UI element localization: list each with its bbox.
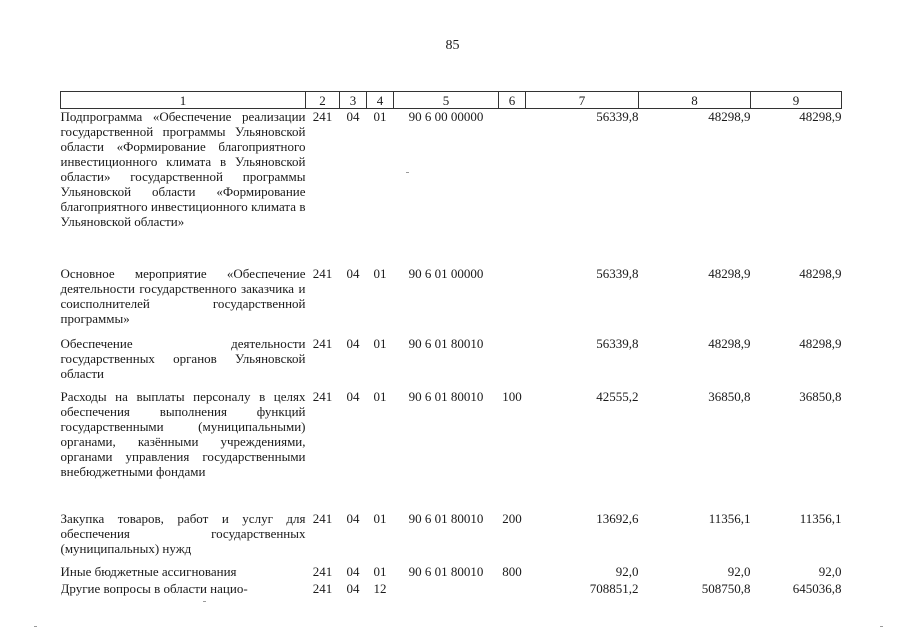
cell-col-5: 90 6 01 80010 [408, 335, 484, 351]
table-row [61, 266, 842, 336]
table-row [61, 581, 842, 598]
row-name: Основное мероприятие «Обеспечение деятельности государственного заказчика и соисполнителей государственной программы» [60, 265, 306, 326]
cell-col-2: 241 [312, 563, 333, 579]
column-header-9: 9 [751, 92, 842, 109]
cell-col-4: 01 [373, 335, 387, 351]
cell-col-3: 04 [346, 109, 360, 124]
cell-col-9: 48298,9 [799, 265, 842, 281]
cell-col-8: 92,0 [727, 563, 751, 579]
cell-col-7: 92,0 [615, 563, 639, 579]
cell-col-6: 800 [502, 563, 522, 579]
cell-col-5: 90 6 01 80010 [408, 388, 484, 404]
cell-col-2: 241 [312, 388, 333, 404]
cell-col-4: 01 [373, 563, 387, 579]
column-header-8: 8 [639, 92, 751, 109]
column-header-1: 1 [61, 92, 306, 109]
row-name: Расходы на выплаты персоналу в целях обеспечения выполнения функций государственными (муниципальными) органами, казёнными учреждениями, органами управления государственными внебюджетными фондами [60, 388, 306, 479]
cell-col-5: 90 6 01 80010 [408, 510, 484, 526]
cell-col-7: 13692,6 [596, 510, 639, 526]
table-row [61, 109, 842, 266]
cell-col-8: 48298,9 [708, 265, 751, 281]
cell-col-3: 04 [346, 265, 360, 281]
header-row [61, 92, 842, 109]
table-row [61, 511, 842, 564]
row-name: Иные бюджетные ассигнования [60, 563, 237, 579]
cell-col-4: 01 [373, 388, 387, 404]
cell-col-4: 01 [373, 109, 387, 124]
scan-speck [406, 172, 409, 173]
scan-speck [203, 601, 206, 602]
cell-col-5 [394, 581, 499, 598]
cell-col-3: 04 [346, 510, 360, 526]
cell-col-7: 56339,8 [596, 265, 639, 281]
row-name: Подпрограмма «Обеспечение реализации государственной программы Ульяновской области «Формирование благоприятного инвестиционного климата в Ульяновской области» государственной программы Ульяновской области «Формирование благоприятного инвестиционного климата в Ульяновской области» [60, 109, 306, 229]
cell-col-6 [499, 266, 526, 336]
cell-col-3: 04 [346, 580, 360, 596]
cell-col-6 [499, 109, 526, 266]
column-header-2: 2 [306, 92, 340, 109]
cell-col-7: 708851,2 [589, 580, 639, 596]
cell-col-4: 01 [373, 510, 387, 526]
cell-col-8: 11356,1 [708, 510, 751, 526]
cell-col-2: 241 [312, 510, 333, 526]
cell-col-6: 100 [502, 388, 522, 404]
budget-table [60, 91, 842, 598]
page-number: 85 [445, 38, 460, 53]
cell-col-4: 12 [373, 580, 387, 596]
column-header-3: 3 [340, 92, 367, 109]
cell-col-9: 36850,8 [799, 388, 842, 404]
table-row [61, 389, 842, 511]
table-row [61, 336, 842, 389]
cell-col-9: 48298,9 [799, 109, 842, 124]
cell-col-2: 241 [312, 335, 333, 351]
column-header-5: 5 [394, 92, 499, 109]
cell-col-8: 36850,8 [708, 388, 751, 404]
cell-col-6: 200 [502, 510, 522, 526]
cell-col-7: 56339,8 [596, 335, 639, 351]
cell-col-9: 48298,9 [799, 335, 842, 351]
cell-col-5: 90 6 01 80010 [408, 563, 484, 579]
row-name: Другие вопросы в области нацио- [60, 580, 248, 596]
table-row [61, 564, 842, 581]
cell-col-5: 90 6 00 00000 [408, 109, 484, 124]
cell-col-3: 04 [346, 563, 360, 579]
cell-col-6 [499, 336, 526, 389]
cell-col-6 [499, 581, 526, 598]
row-name: Обеспечение деятельности государственных органов Ульяновской области [60, 335, 306, 381]
cell-col-2: 241 [312, 265, 333, 281]
scan-speck [880, 626, 883, 627]
cell-col-3: 04 [346, 335, 360, 351]
cell-col-7: 56339,8 [596, 109, 639, 124]
cell-col-9: 11356,1 [799, 510, 842, 526]
cell-col-2: 241 [312, 109, 333, 124]
cell-col-5: 90 6 01 00000 [408, 265, 484, 281]
column-header-6: 6 [499, 92, 526, 109]
cell-col-3: 04 [346, 388, 360, 404]
column-header-7: 7 [526, 92, 639, 109]
cell-col-9: 645036,8 [792, 580, 842, 596]
scan-speck [34, 626, 37, 627]
cell-col-4: 01 [373, 265, 387, 281]
cell-col-8: 48298,9 [708, 109, 751, 124]
cell-col-8: 508750,8 [701, 580, 751, 596]
cell-col-7: 42555,2 [596, 388, 639, 404]
column-header-4: 4 [367, 92, 394, 109]
cell-col-2: 241 [312, 580, 333, 596]
cell-col-9: 92,0 [818, 563, 842, 579]
cell-col-8: 48298,9 [708, 335, 751, 351]
row-name: Закупка товаров, работ и услуг для обеспечения государственных (муниципальных) нужд [60, 510, 306, 556]
